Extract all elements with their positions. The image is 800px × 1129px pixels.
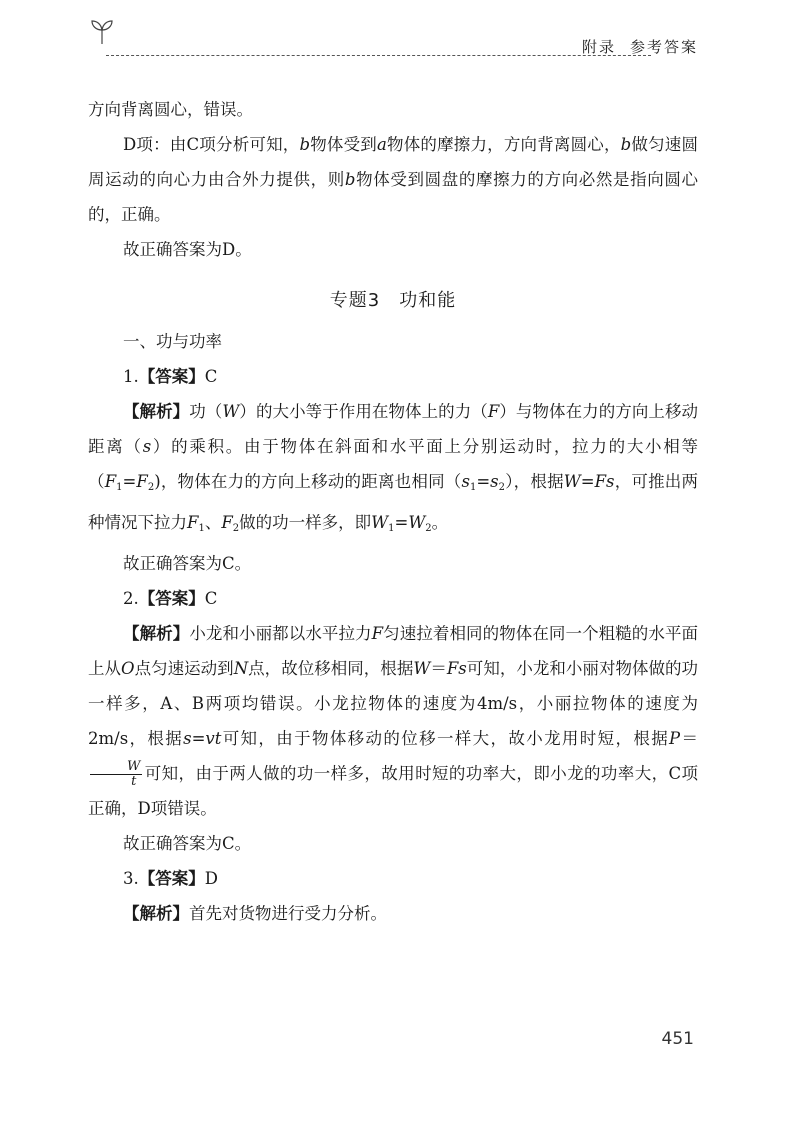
- q1-conclusion: 故正确答案为C。: [123, 554, 252, 573]
- header-title: [582, 36, 698, 57]
- header-section: 附录: [581, 38, 616, 56]
- q1-analysis: 【解析】功（W）的大小等于作用在物体上的力（F）与物体在力的方向上移动距离（s）的乘积。由于物体在斜面和水平面上分别运动时，拉力的大小相等$(F_1=F_2)$，物体在力的方向上移动的距离也相同$(s_1=s_2)$，根据W=Fs，可推出两种情况下拉力$F_1$、$F_2$做的功一样多，即$W_1=W_2$。: [88, 402, 699, 534]
- header-title-text: 参考答案: [629, 38, 698, 56]
- q1-answer: 1.【答案】C: [123, 367, 218, 386]
- page-content: [88, 92, 698, 931]
- power-fraction: $\frac{W}{t}$: [90, 760, 142, 789]
- page-number: 451: [661, 1029, 694, 1049]
- q2-analysis: 【解析】小龙和小丽都以水平拉力F匀速拉着相同的物体在同一个粗糙的水平面上从O点匀速运动到N点，故位移相同，根据W＝Fs可知，小龙和小丽对物体做的功一样多，A、B两项均错误。小龙拉物体的速度为4m/s，小丽拉物体的速度为2m/s，根据s=vt可知，由于物体移动的位移一样大，故小龙用时短，根据P＝ $\frac{W}{t}$ 可知，由于两人做的功一样多，故用时短的功率大，即小龙的功率大，C项正确，D项错误。: [88, 624, 699, 818]
- header-rule: [106, 55, 651, 56]
- q3-answer: 3.【答案】D: [123, 869, 218, 888]
- paragraph-2: D项：由C项分析可知，b物体受到a物体的摩擦力，方向背离圆心，b做匀速圆周运动的向心力由合外力提供，则b物体受到圆盘的摩擦力的方向必然是指向圆心的，正确。: [88, 135, 699, 224]
- subsection-title: 一、功与功率: [123, 332, 222, 351]
- sprout-icon: [88, 18, 116, 46]
- page-header: [88, 14, 698, 54]
- q3-analysis: 【解析】首先对货物进行受力分析。: [123, 904, 387, 923]
- paragraph-3: 故正确答案为D。: [123, 240, 252, 259]
- topic-title: 专题3 功和能: [329, 290, 457, 311]
- q2-answer: 2.【答案】C: [123, 589, 218, 608]
- q2-conclusion: 故正确答案为C。: [123, 834, 252, 853]
- paragraph-1: 方向背离圆心，错误。: [88, 100, 253, 119]
